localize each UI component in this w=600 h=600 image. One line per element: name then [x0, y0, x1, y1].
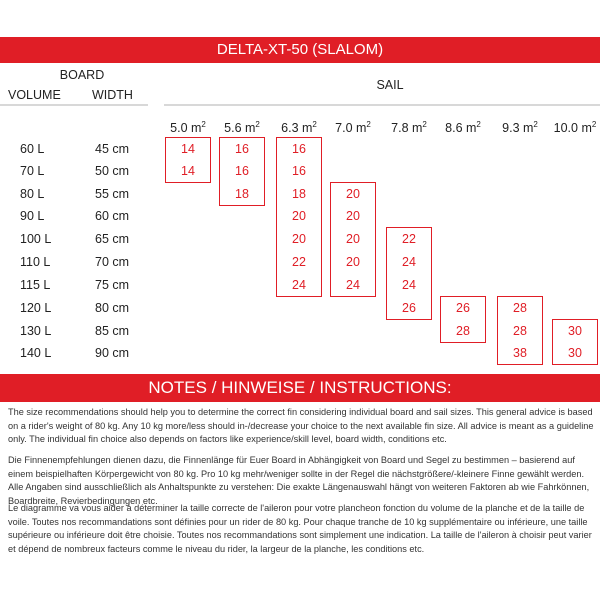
board-volume-label: 100 L	[20, 232, 52, 246]
board-header-rule	[0, 104, 148, 106]
fin-size-cell: 14	[181, 164, 195, 178]
fin-size-cell: 24	[402, 255, 416, 269]
sail-size-text: 9.3 m	[502, 121, 534, 136]
fin-size-cell: 26	[456, 301, 470, 315]
sail-header: SAIL	[376, 78, 404, 92]
width-header: WIDTH	[92, 88, 133, 102]
sail-size-unit-superscript: 2	[366, 120, 371, 129]
board-width-label: 50 cm	[95, 164, 130, 178]
fin-size-cell: 22	[292, 255, 306, 269]
sail-size-text: 6.3 m	[281, 121, 313, 136]
fin-size-cell: 20	[346, 255, 360, 269]
board-volume-label: 140 L	[20, 346, 52, 360]
chart-title-bar	[0, 37, 600, 63]
board-width-label: 65 cm	[95, 232, 130, 246]
sail-size-unit-superscript: 2	[255, 120, 260, 129]
fin-size-cell: 18	[292, 187, 306, 201]
fin-size-cell: 24	[292, 278, 306, 292]
fin-size-cell: 14	[181, 142, 195, 156]
board-width-label: 45 cm	[95, 142, 130, 156]
fin-size-cell: 30	[568, 324, 582, 338]
sail-size-text: 10.0 m	[553, 121, 592, 136]
fin-size-cell: 16	[235, 164, 249, 178]
notes-title: NOTES / HINWEISE / INSTRUCTIONS:	[148, 378, 452, 397]
board-volume-label: 60 L	[20, 142, 45, 156]
sail-size-label	[545, 120, 600, 135]
board-volume-label: 130 L	[20, 324, 52, 338]
board-width-label: 85 cm	[95, 324, 130, 338]
fin-size-cell: 26	[402, 301, 416, 315]
fin-size-cell: 30	[568, 346, 582, 360]
sail-size-label	[433, 120, 493, 135]
board-volume-label: 90 L	[20, 209, 45, 223]
sail-size-unit-superscript: 2	[201, 120, 206, 129]
board-width-label: 70 cm	[95, 255, 130, 269]
fin-size-cell: 28	[513, 301, 527, 315]
sail-size-unit-superscript: 2	[533, 120, 538, 129]
sail-size-unit-superscript: 2	[476, 120, 481, 129]
sail-size-label	[212, 120, 272, 135]
board-volume-label: 70 L	[20, 164, 45, 178]
note-english: The size recommendations should help you to determine the correct fin considering individual board and sail sizes. This general advice is based on a rider's weight of 80 kg. Any 10 kg more/less should in-/decrease your choice to the next available fin size. All advice is meant as a guideline only. The individual fin choice also depends on factors like experience/skill level, board width, conditions etc.	[8, 407, 594, 444]
sail-size-unit-superscript: 2	[591, 120, 597, 129]
fin-size-cell: 20	[292, 209, 306, 223]
note-german: Die Finnenempfehlungen dienen dazu, die Finnenlänge für Euer Board in Abhängigkeit von Board und Segel zu bestimmen – basierend auf einem beispielhaften Körpergewicht von 80 kg. Pro 10 kg mehr/weniger sollte in der Regel die nächstgrößere/-kleinere Finne gewählt werden. Alle Angaben sind ausschließlich als Anhaltspunkte zu verstehen: Die exakte Längenauswahl hängt von weiteren Faktoren ab wie Fahrkönnen, Boardbreite, Revierbedingungen etc.	[8, 455, 590, 506]
board-width-label: 55 cm	[95, 187, 130, 201]
notes-title-bar	[0, 374, 600, 402]
sail-size-text: 5.0 m	[170, 121, 202, 136]
board-header: BOARD	[59, 68, 105, 82]
sail-size-text: 5.6 m	[224, 121, 256, 136]
fin-size-cell: 28	[456, 324, 470, 338]
fin-size-cell: 20	[346, 209, 360, 223]
board-volume-label: 80 L	[20, 187, 45, 201]
board-volume-label: 120 L	[20, 301, 52, 315]
board-width-label: 90 cm	[95, 346, 130, 360]
fin-size-cell: 18	[235, 187, 249, 201]
board-volume-label: 110 L	[20, 255, 51, 269]
sail-size-unit-superscript: 2	[312, 120, 317, 129]
fin-size-cell: 24	[402, 278, 416, 292]
chart-title: DELTA-XT-50 (SLALOM)	[216, 41, 384, 58]
sail-header-rule	[164, 104, 600, 106]
fin-size-cell: 20	[346, 232, 360, 246]
sail-size-label	[323, 120, 383, 135]
volume-header: VOLUME	[8, 88, 61, 102]
fin-size-cell: 22	[402, 232, 416, 246]
sail-size-unit-superscript: 2	[422, 120, 427, 129]
fin-size-cell: 16	[292, 164, 306, 178]
sail-size-label	[490, 120, 550, 135]
fin-size-cell: 20	[346, 187, 360, 201]
sail-size-label	[379, 120, 439, 135]
sail-size-text: 8.6 m	[445, 121, 477, 136]
sail-size-text: 7.0 m	[335, 121, 367, 136]
sail-size-label	[158, 120, 218, 135]
fin-size-cell: 20	[292, 232, 306, 246]
note-french: Le diagramme va vous aider à déterminer la taille correcte de l'aileron pour votre plancheon fonction du volume de la planche et de la taille de voile. Toutes nos recommandations sont définies pour un rider de 80 kg. Pour chaque tranche de 10 kg supplémentaire ou inférieure, une taille supérieure ou inférieure doit être choisie. Toutes nos recommandations sont simplement une indication. La taille de l'aileron à choisir peut varier et dépend de nombreux facteurs comme le niveau du rider, la largeur de la planche, les conditions etc.	[8, 503, 592, 554]
fin-size-cell: 16	[235, 142, 249, 156]
fin-size-cell: 16	[292, 142, 306, 156]
fin-size-cell: 24	[346, 278, 360, 292]
fin-size-cell: 38	[513, 346, 527, 360]
board-width-label: 80 cm	[95, 301, 130, 315]
fin-size-cell: 28	[513, 324, 527, 338]
board-width-label: 60 cm	[95, 209, 130, 223]
board-width-label: 75 cm	[95, 278, 130, 292]
sail-size-text: 7.8 m	[391, 121, 423, 136]
board-volume-label: 115 L	[20, 278, 51, 292]
sail-size-label	[269, 120, 329, 135]
